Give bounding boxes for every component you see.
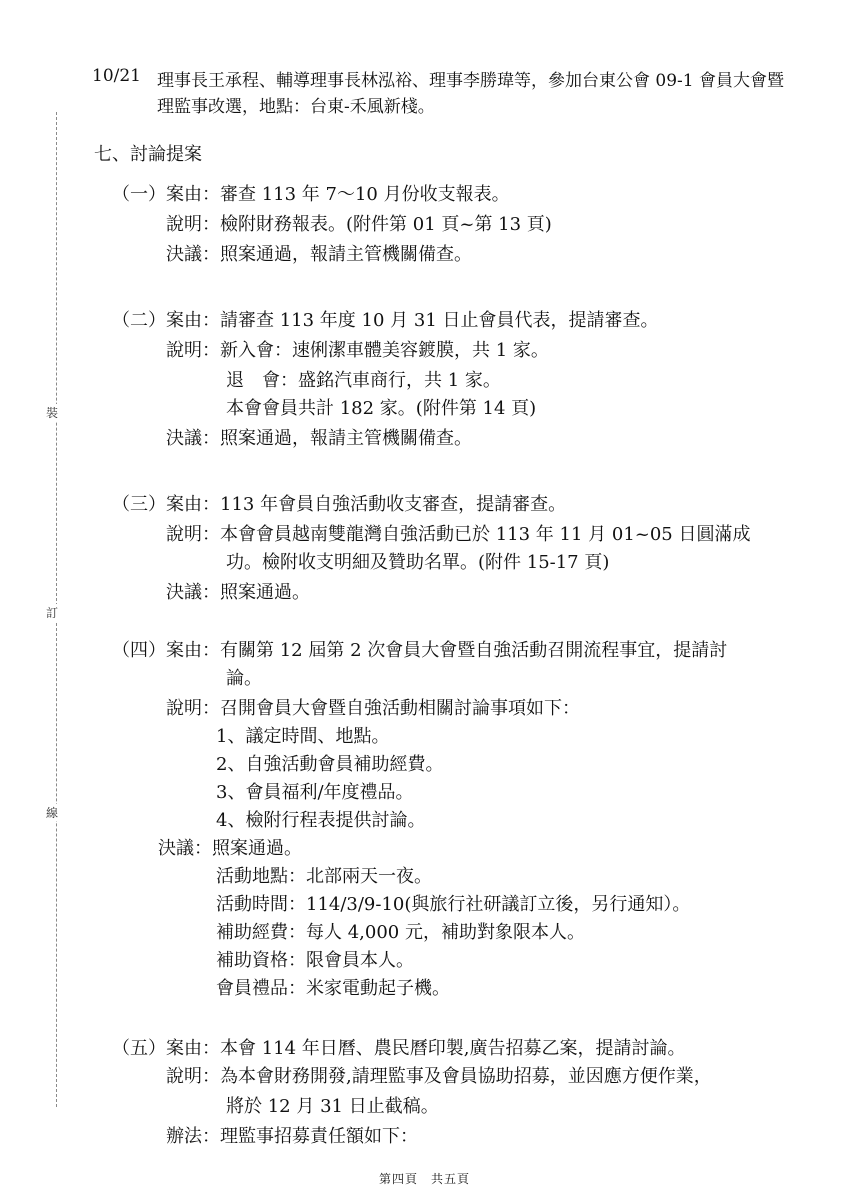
item1-case: 案由：審查 113 年 7～10 月份收支報表。 xyxy=(166,184,510,205)
binding-mark-ding: 訂 xyxy=(46,606,59,620)
item2-number: （二） xyxy=(112,310,166,331)
item2-description-3: 本會會員共計 182 家。(附件第 14 頁) xyxy=(226,398,537,419)
item5-case: 案由：本會 114 年日曆、農民曆印製,廣告招募乙案，提請討論。 xyxy=(166,1038,686,1059)
item3-description-2: 功。檢附收支明細及贊助名單。(附件 15-17 頁) xyxy=(226,552,610,573)
item5-method: 辦法：理監事招募責任額如下： xyxy=(166,1126,418,1147)
item3-case: 案由：113 年會員自強活動收支審查，提請審查。 xyxy=(166,494,567,515)
item4-case-2: 論。 xyxy=(226,668,262,689)
item1-resolution: 決議：照案通過，報請主管機關備查。 xyxy=(166,244,472,265)
item2-description-1: 說明：新入會：速俐潔車體美容鍍膜，共 1 家。 xyxy=(166,340,549,361)
item3-resolution: 決議：照案通過。 xyxy=(166,582,310,603)
item4-list-item-4: 4、檢附行程表提供討論。 xyxy=(216,810,426,831)
item2-case: 案由：請審查 113 年度 10 月 31 日止會員代表，提請審查。 xyxy=(166,310,659,331)
item4-resolution: 決議：照案通過。 xyxy=(158,838,302,859)
item3-number: （三） xyxy=(112,494,166,515)
item4-description: 說明：召開會員大會暨自強活動相關討論事項如下： xyxy=(166,698,580,719)
item5-description-2: 將於 12 月 31 日止截稿。 xyxy=(226,1096,439,1117)
section-title: 七、討論提案 xyxy=(94,144,202,165)
item5-number: （五） xyxy=(112,1038,166,1059)
header-date: 10/21 xyxy=(92,66,141,86)
item4-case-1: 案由：有關第 12 屆第 2 次會員大會暨自強活動召開流程事宜，提請討 xyxy=(166,640,728,661)
item4-number: （四） xyxy=(112,640,166,661)
item4-list-item-1: 1、議定時間、地點。 xyxy=(216,726,390,747)
item1-description: 說明：檢附財務報表。(附件第 01 頁~第 13 頁) xyxy=(166,214,552,235)
binding-mark-xian: 線 xyxy=(46,806,59,820)
item4-list-item-3: 3、會員福利/年度禮品。 xyxy=(216,782,414,803)
header-line-2: 理監事改選，地點：台東-禾風新棧。 xyxy=(157,97,435,117)
item4-detail-location: 活動地點：北部兩天一夜。 xyxy=(216,866,432,887)
header-line-1: 理事長王承程、輔導理事長林泓裕、理事李勝瑋等，參加台東公會 09-1 會員大會暨 xyxy=(157,71,784,91)
item4-detail-subsidy: 補助經費：每人 4,000 元，補助對象限本人。 xyxy=(216,922,585,943)
item3-description-1: 說明：本會會員越南雙龍灣自強活動已於 113 年 11 月 01~05 日圓滿成 xyxy=(166,524,751,545)
page-footer: 第四頁 共五頁 xyxy=(378,1172,470,1186)
item4-detail-time: 活動時間：114/3/9-10(與旅行社研議訂立後，另行通知）。 xyxy=(216,894,691,915)
item5-description-1: 說明：為本會財務開發,請理監事及會員協助招募，並因應方便作業， xyxy=(166,1066,712,1087)
item2-description-2: 退 會：盛銘汽車商行，共 1 家。 xyxy=(226,370,501,391)
item2-resolution: 決議：照案通過，報請主管機關備查。 xyxy=(166,428,472,449)
item4-detail-gift: 會員禮品：米家電動起子機。 xyxy=(216,978,450,999)
item1-number: （一） xyxy=(112,184,166,205)
item4-list-item-2: 2、自強活動會員補助經費。 xyxy=(216,754,444,775)
item4-detail-eligibility: 補助資格：限會員本人。 xyxy=(216,950,414,971)
binding-mark-zhuang: 裝 xyxy=(46,406,59,420)
